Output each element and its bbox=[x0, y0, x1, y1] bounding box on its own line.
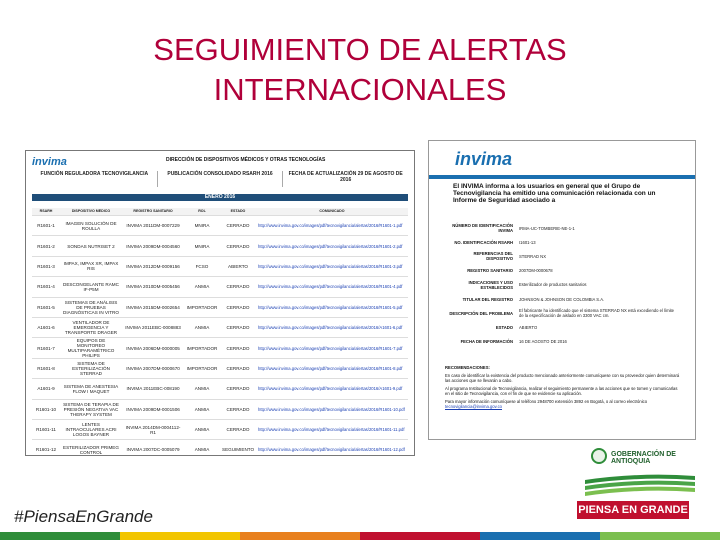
state-cell: CERRADO bbox=[226, 345, 250, 351]
recommendation-3: Para mayor información comuníquese al teléfono 2948700 extensión 3892 en Bogotá, o al correo electrónico tecnovigilancia@invima.gov.co bbox=[445, 399, 648, 409]
field-key: REFERENCIAS DEL DISPOSITIVO bbox=[473, 251, 513, 262]
communication-link[interactable]: http://www.invima.gov.co/images/pdf/tecnovigilancia/alertas/2016/R1601-11.pdf bbox=[258, 427, 405, 433]
field-value: STERRAD NX bbox=[519, 253, 546, 259]
alert-field-row bbox=[447, 278, 679, 292]
registry-cell: INVIMA 2015DM-0002654 bbox=[126, 304, 180, 310]
rsarh-cell: R1601-10 bbox=[35, 406, 57, 412]
device-cell: SISTEMA DE ANESTESIA FLOW I MAQUET bbox=[63, 383, 119, 394]
green-stripes-graphic bbox=[585, 470, 695, 500]
alerts-table-screenshot bbox=[25, 150, 415, 456]
bar-yellow bbox=[120, 532, 240, 540]
rsarh-cell: R1601-5 bbox=[37, 304, 55, 310]
alert-field-row bbox=[447, 235, 679, 249]
recommendations bbox=[445, 365, 683, 412]
table-heading: DIRECCIÓN DE DISPOSITIVOS MÉDICOS Y OTRAS TECNOLOGÍAS bbox=[166, 157, 326, 163]
hashtag: #PiensaEnGrande bbox=[14, 507, 153, 526]
role-cell: MNIRA bbox=[194, 243, 210, 249]
piensa-en-grande-badge: PIENSA EN GRANDE bbox=[577, 501, 689, 519]
device-cell: ESTERILIZADOR PRIMEG CONTROL bbox=[63, 444, 119, 455]
device-cell: SISTEMA DE ESTERILIZACIÓN STERRAD bbox=[72, 360, 110, 376]
alert-field-row bbox=[447, 249, 679, 263]
alert-field-row bbox=[447, 292, 679, 306]
communication-link[interactable]: http://www.invima.gov.co/images/pdf/tecnovigilancia/alertas/2016/R1601-10.pdf bbox=[258, 406, 405, 412]
field-key: REGISTRO SANITARIO bbox=[467, 268, 513, 274]
communication-link[interactable]: http://www.invima.gov.co/images/pdf/tecnovigilancia/alertas/2016/R1601-4.pdf bbox=[258, 284, 403, 290]
rsarh-cell: R1601-7 bbox=[37, 345, 55, 351]
meta-update-date: FECHA DE ACTUALIZACIÓN 29 DE AGOSTO DE 2016 bbox=[288, 171, 403, 183]
meta-function: FUNCIÓN REGULADORA TECNOVIGILANCIA bbox=[32, 171, 158, 187]
field-key: NÚMERO DE IDENTIFICACIÓN INVIMA bbox=[452, 223, 513, 234]
registry-cell: INVIMA 2007DM-0000670 bbox=[126, 365, 180, 371]
gobernacion-antioquia-logo bbox=[585, 448, 695, 508]
communication-link[interactable]: http://www.invima.gov.co/images/pdf/tecnovigilancia/alertas/2016/R1601-2.pdf bbox=[258, 243, 403, 249]
state-cell: CERRADO bbox=[226, 304, 250, 310]
device-cell: SISTEMAS DE ANÁLISIS DE PRUEBAS DIAGNÓSTICAS IN VITRO bbox=[63, 299, 119, 315]
state-cell: CERRADO bbox=[226, 386, 250, 392]
device-cell: DESCONGELANTE RAMC IF-P5M bbox=[63, 281, 119, 292]
recommendations-label: RECOMENDACIONES: bbox=[445, 365, 490, 370]
gov-text: GOBERNACIÓN DE ANTIOQUIA bbox=[611, 451, 676, 465]
table-row bbox=[32, 359, 408, 379]
state-cell: CERRADO bbox=[226, 223, 250, 229]
col-header-state: ESTADO bbox=[230, 209, 246, 213]
registry-cell: INVIMA 2009DM-0001506 bbox=[126, 406, 180, 412]
communication-link[interactable]: http://www.invima.gov.co/images/pdf/tecnovigilancia/alertas/2016/R1601-7.pdf bbox=[258, 345, 403, 351]
table-row bbox=[32, 236, 408, 256]
field-value: ABIERTO bbox=[519, 324, 538, 330]
col-header-rsarh: RSARH bbox=[39, 209, 53, 213]
state-cell: CERRADO bbox=[226, 284, 250, 290]
field-key: TITULAR DEL REGISTRO bbox=[462, 296, 513, 302]
device-cell: SISTEMA DE TERAPIA DE PRESIÓN NEGATIVA VAC THERAPY SYSTEM bbox=[63, 401, 119, 417]
role-cell: ANMIA bbox=[194, 386, 210, 392]
communication-link[interactable]: http://www.invima.gov.co/images/pdf/tecnovigilancia/alertas/2016/A1601-9.pdf bbox=[258, 386, 403, 392]
field-value: El fabricante ha identificado que el sistema STERRAD NX está excediendo el límite de la especificación de aislado en 3300 VAC cm. bbox=[519, 308, 675, 319]
table-row bbox=[32, 420, 408, 440]
invima-logo: invima bbox=[455, 149, 513, 169]
rsarh-cell: A1601-6 bbox=[37, 325, 55, 331]
field-value: IRMA-UC-TOMBERIE-NE-1-1 bbox=[519, 225, 575, 231]
communication-link[interactable]: http://www.invima.gov.co/images/pdf/tecnovigilancia/alertas/2016/A1601-6.pdf bbox=[258, 325, 403, 331]
bar-red bbox=[360, 532, 480, 540]
registry-cell: INVIMA 2011DM-0007229 bbox=[126, 223, 180, 229]
communication-link[interactable]: http://www.invima.gov.co/images/pdf/tecnovigilancia/alertas/2016/R1601-8.pdf bbox=[258, 365, 403, 371]
state-cell: CERRADO bbox=[226, 243, 250, 249]
title-line-1: SEGUIMIENTO DE ALERTAS bbox=[153, 32, 567, 67]
communication-link[interactable]: http://www.invima.gov.co/images/pdf/tecnovigilancia/alertas/2016/R1601-1.pdf bbox=[258, 223, 403, 229]
rsarh-cell: R1601-4 bbox=[37, 284, 55, 290]
table-row bbox=[32, 257, 408, 277]
table-row bbox=[32, 298, 408, 318]
role-cell: IMPORTADOR bbox=[186, 304, 218, 310]
alert-field-row bbox=[447, 264, 679, 278]
table-header-row bbox=[32, 208, 408, 216]
bar-green bbox=[0, 532, 120, 540]
registry-cell: INVIMA 2006DM-0000005 bbox=[126, 345, 180, 351]
meta-publication: PUBLICACIÓN CONSOLIDADO RSARH 2016 bbox=[158, 171, 284, 187]
alert-detail-screenshot bbox=[428, 140, 696, 440]
rsarh-cell: R1601-1 bbox=[37, 223, 55, 229]
state-cell: CERRADO bbox=[226, 365, 250, 371]
registry-cell: INVIMA 2009DM-0004560 bbox=[126, 243, 180, 249]
table-meta bbox=[32, 165, 408, 201]
field-value: I1601-13 bbox=[519, 239, 536, 245]
role-cell: MNIRA bbox=[194, 223, 210, 229]
alert-field-row bbox=[447, 306, 679, 320]
device-cell: VENTILADOR DE EMERGENCIA Y TRANSPORTE DRAGER bbox=[64, 320, 118, 336]
month-band: ENERO 2016 bbox=[204, 194, 236, 200]
recommendation-2: Al programa Institucional de Tecnovigilancia, realizar el seguimiento permanente a las acciones que se tomen y comunicarlas en el sitio de Tecnovigilancia, con el fin de que se evidencie su aplicación. bbox=[445, 386, 678, 396]
state-cell: ABIERTO bbox=[228, 263, 248, 269]
table-row bbox=[32, 338, 408, 358]
role-cell: ANMIA bbox=[194, 406, 210, 412]
registry-cell: INVIMA 2014DM-0004112-R1 bbox=[125, 424, 181, 435]
registry-cell: INVIMA 2010DM-0005456 bbox=[126, 284, 180, 290]
bar-orange bbox=[240, 532, 360, 540]
slide-title bbox=[100, 30, 620, 110]
footer-color-bar bbox=[0, 532, 720, 540]
rsarh-cell: R1601-2 bbox=[37, 243, 55, 249]
alert-field-row bbox=[447, 335, 679, 349]
role-cell: ANMIA bbox=[194, 284, 210, 290]
device-cell: EQUIPOS DE MONITOREO MULTIPARAMÉTRICO PHILIPS bbox=[67, 338, 115, 359]
state-cell: SEGUIMIENTO bbox=[222, 447, 255, 453]
title-line-2: INTERNACIONALES bbox=[213, 72, 507, 107]
rsarh-cell: R1601-11 bbox=[36, 427, 56, 433]
alert-field-row bbox=[447, 320, 679, 334]
alerts-table bbox=[32, 208, 408, 456]
role-cell: IMPORTADOR bbox=[186, 345, 218, 351]
col-header-device: DISPOSITIVO MÉDICO bbox=[71, 209, 111, 213]
field-value: 2007DM-0000678 bbox=[519, 268, 553, 274]
contact-email-link[interactable]: tecnovigilancia@invima.gov.co bbox=[445, 404, 503, 409]
device-cell: IMPAX, IMPAX XR, IMPAX RIS bbox=[63, 261, 119, 272]
rsarh-cell: R1601-8 bbox=[37, 365, 55, 371]
registry-cell: INVIMA 2011EBC-008190 bbox=[126, 386, 180, 392]
field-value: Esterilizador de productos sanitarios bbox=[519, 282, 587, 288]
field-key: ESTADO bbox=[495, 324, 513, 330]
device-cell: SONDAS NUTRISET 2 bbox=[67, 243, 115, 249]
device-cell: IMAGEN SOLUCIÓN DE ROULLA bbox=[65, 220, 117, 231]
table-row bbox=[32, 216, 408, 236]
role-cell: ANMIA bbox=[194, 447, 210, 453]
rsarh-cell: A1601-9 bbox=[37, 386, 55, 392]
bar-lightgreen bbox=[600, 532, 720, 540]
field-key: INDICACIONES Y USO ESTABLECIDOS bbox=[468, 279, 513, 290]
state-cell: CERRADO bbox=[226, 406, 250, 412]
communication-link[interactable]: http://www.invima.gov.co/images/pdf/tecnovigilancia/alertas/2016/R1601-12.pdf bbox=[258, 447, 405, 453]
field-key: FECHA DE INFORMACIÓN bbox=[460, 339, 513, 345]
registry-cell: INVIMA 2011EBC-0008883 bbox=[125, 325, 181, 331]
table-row bbox=[32, 379, 408, 399]
bar-blue bbox=[480, 532, 600, 540]
recommendation-1: En caso de identificar la existencia del producto mencionado anteriormente comuníquese con su proveedor quien determinará las acciones que se llevarán a cabo. bbox=[445, 373, 680, 383]
state-cell: CERRADO bbox=[226, 325, 250, 331]
role-cell: ANMIA bbox=[194, 427, 210, 433]
field-key: NO. IDENTIFICACIÓN RSARH bbox=[454, 239, 513, 245]
communication-link[interactable]: http://www.invima.gov.co/images/pdf/tecnovigilancia/alertas/2016/R1601-5.pdf bbox=[258, 304, 403, 310]
invima-logo: invima bbox=[32, 156, 67, 168]
rsarh-cell: R1601-12 bbox=[35, 447, 57, 453]
alert-intro: El INVIMA informa a los usuarios en general que el Grupo de Tecnovigilancia ha emitido una comunicación relacionada con un Informe de Seguridad asociado a bbox=[453, 183, 656, 204]
table-row bbox=[32, 318, 408, 338]
role-cell: IMPORTADOR bbox=[186, 365, 218, 371]
registry-cell: INVIMA 2012DM-0009156 bbox=[126, 263, 180, 269]
table-row bbox=[32, 440, 408, 456]
table-row bbox=[32, 277, 408, 297]
col-header-role: ROL bbox=[198, 209, 206, 213]
field-value: 16 DE AGOSTO DE 2016 bbox=[519, 339, 567, 345]
col-header-communication: COMUNICADO bbox=[319, 209, 345, 213]
table-row bbox=[32, 400, 408, 420]
seal-icon bbox=[591, 448, 607, 464]
rsarh-cell: R1601-3 bbox=[37, 263, 55, 269]
col-header-registry: REGISTRO SANITARIO bbox=[133, 209, 173, 213]
header-band bbox=[429, 175, 696, 179]
device-cell: LENTES INTRAOCULARES ACRI LOGOS BAYNER bbox=[65, 422, 117, 438]
communication-link[interactable]: http://www.invima.gov.co/images/pdf/tecnovigilancia/alertas/2016/R1601-3.pdf bbox=[258, 263, 403, 269]
state-cell: CERRADO bbox=[226, 427, 250, 433]
registry-cell: INVIMA 2007DC-0005079 bbox=[126, 447, 180, 453]
field-key: DESCRIPCIÓN DEL PROBLEMA bbox=[449, 310, 513, 316]
alert-field-row bbox=[447, 221, 679, 235]
field-value: JOHNSON & JOHNSON DE COLOMBIA S.A. bbox=[519, 296, 605, 302]
table-body bbox=[32, 216, 408, 456]
alert-fields bbox=[447, 221, 679, 349]
role-cell: FCSO bbox=[195, 263, 209, 269]
role-cell: ANMIA bbox=[194, 325, 210, 331]
